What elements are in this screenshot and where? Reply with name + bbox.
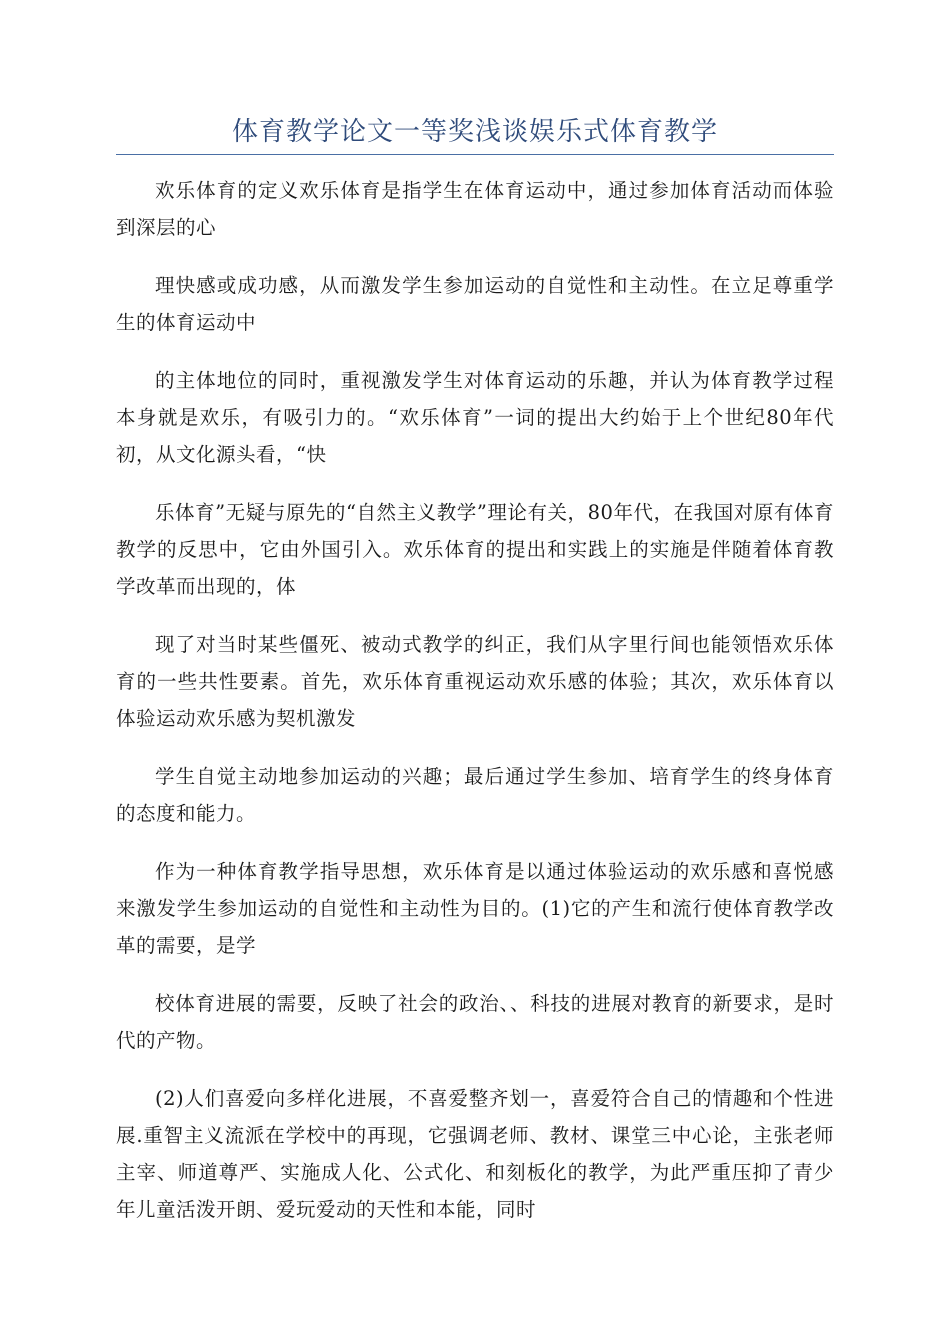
paragraph-9: (2)人们喜爱向多样化进展，不喜爱整齐划一，喜爱符合自己的情趣和个性进展.重智主义流派在学校中的再现，它强调老师、教材、课堂三中心论，主张老师主宰、师道尊严、实施成人化、公式化、和刻板化的教学，为此严重压抑了青少年儿童活泼开朗、爱玩爱动的天性和本能，同时: [116, 1087, 834, 1221]
document-title: 体育教学论文一等奖浅谈娱乐式体育教学: [231, 117, 718, 147]
paragraph-1: 欢乐体育的定义欢乐体育是指学生在体育运动中，通过参加体育活动而体验到深层的心: [116, 179, 834, 239]
paragraph-5: 现了对当时某些僵死、被动式教学的纠正，我们从字里行间也能领悟欢乐体育的一些共性要素。首先，欢乐体育重视运动欢乐感的体验；其次，欢乐体育以体验运动欢乐感为契机激发: [116, 633, 834, 730]
document-body: [116, 172, 834, 1249]
paragraph-4: 乐体育”无疑与原先的“自然主义教学”理论有关，80年代，在我国对原有体育教学的反思中，它由外国引入。欢乐体育的提出和实践上的实施是伴随着体育教学改革而出现的，体: [116, 501, 834, 598]
paragraph-7: 作为一种体育教学指导思想，欢乐体育是以通过体验运动的欢乐感和喜悦感来激发学生参加运动的自觉性和主动性为目的。(1)它的产生和流行使体育教学改革的需要，是学: [116, 860, 834, 957]
paragraph-8: 校体育进展的需要，反映了社会的政治、、科技的进展对教育的新要求，是时代的产物。: [116, 992, 834, 1052]
paragraph-2: 理快感或成功感，从而激发学生参加运动的自觉性和主动性。在立足尊重学生的体育运动中: [116, 274, 834, 334]
title-underline: [116, 154, 834, 155]
paragraph-3: 的主体地位的同时，重视激发学生对体育运动的乐趣，并认为体育教学过程本身就是欢乐，有吸引力的。“欢乐体育”一词的提出大约始于上个世纪80年代初，从文化源头看，“快: [116, 369, 834, 466]
paragraph-6: 学生自觉主动地参加运动的兴趣；最后通过学生参加、培育学生的终身体育的态度和能力。: [116, 765, 834, 825]
